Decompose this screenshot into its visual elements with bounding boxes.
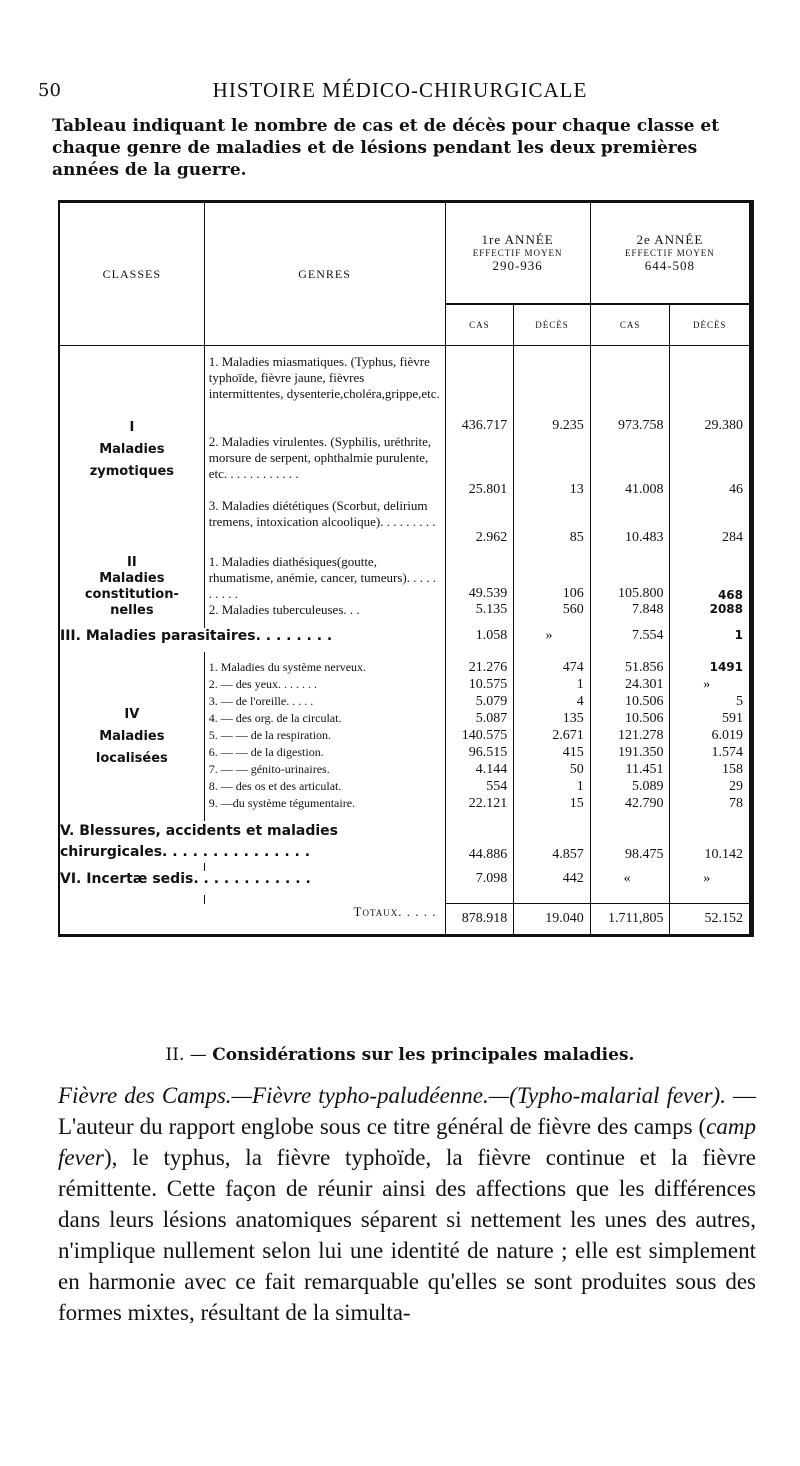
paragraph-text-b: ), le typhus, la fièvre typhoïde, la fièvre continue et la fièvre rémittente. Cette façon de réunir ainsi des affections que les différences dans leurs lésions anatomiques séparent si nettement les unes des autres, n'implique nullement selon lui une identité de nature ; elle est simplement en harmonie avec ce fait remarquable qu'elles se sont produites sous des formes mixtes, résultant de la simulta- <box>58 1145 756 1325</box>
genre-cell: 6. — — de la digestion. <box>204 745 445 762</box>
genre-cell: 7. — — génito-urinaires. <box>204 762 445 779</box>
cas-1: 44.886 <box>445 821 514 863</box>
genre-cell: 3. Maladies diététiques (Scorbut, delirium tremens, intoxication alcoolique). . . . . . . . . <box>204 498 445 546</box>
deces-2: 284 <box>670 498 752 546</box>
genre-cell: 4. — des org. de la circulat. <box>204 711 445 728</box>
class-label: V. Blessures, accidents et maladies chirurgicales. . . . . . . . . . . . . . . <box>60 823 338 860</box>
cas-2: 121.278 <box>590 728 670 745</box>
cas-2: 24.301 <box>590 677 670 694</box>
paragraph-text-a: — L'auteur du rapport englobe sous ce titre général de fièvre des camps ( <box>58 1083 756 1139</box>
header-cas-2: CAS <box>590 304 670 346</box>
deces-2: 1.574 <box>670 745 752 762</box>
total-deces-2: 52.152 <box>670 904 752 936</box>
genre-cell: 2. Maladies tuberculeuses. . . <box>204 602 445 620</box>
cas-1: 1.058 <box>445 628 514 652</box>
genre-cell: 2. — des yeux. . . . . . . <box>204 677 445 694</box>
year1-eff-label: EFFECTIF MOYEN <box>472 248 563 258</box>
class-label: VI. Incertæ sedis. . . . . . . . . . . . <box>60 871 311 887</box>
header-row-years <box>59 202 752 305</box>
deces-1: 4 <box>514 694 591 711</box>
table-row <box>59 660 752 677</box>
header-classes: CLASSES <box>102 266 162 281</box>
table-row <box>59 628 752 652</box>
year2-eff-label: EFFECTIF MOYEN <box>624 248 715 258</box>
cas-2: 5.089 <box>590 779 670 796</box>
genre-cell: 2. Maladies virulentes. (Syphilis, uréthrite, morsure de serpent, ophthalmie purulente, etc. . . . . . . . . . . . <box>204 434 445 498</box>
deces-2: 5 <box>670 694 752 711</box>
cas-1: 2.962 <box>445 498 514 546</box>
cas-2: 191.350 <box>590 745 670 762</box>
cas-1: 554 <box>445 779 514 796</box>
deces-2: 10.142 <box>670 821 752 863</box>
camp-fever-term: camp fever <box>58 1114 756 1170</box>
cas-2: 10.506 <box>590 711 670 728</box>
cas-2: 7.554 <box>590 628 670 652</box>
cas-1: 25.801 <box>445 434 514 498</box>
cas-1: 5.079 <box>445 694 514 711</box>
cas-1: 49.539 <box>445 554 514 602</box>
total-deces-1: 19.040 <box>514 904 591 936</box>
genre-cell: 1. Maladies diathésiques(goutte, rhumatisme, anémie, cancer, tumeurs). . . . . . . . . . <box>204 554 445 602</box>
deces-1: 442 <box>514 871 591 895</box>
year2-label: 2e ANNÉE <box>636 232 704 247</box>
header-genres: GENRES <box>204 202 445 346</box>
cas-2: « <box>590 871 670 895</box>
class-label: I Maladies zymotiques <box>89 420 175 479</box>
cas-1: 4.144 <box>445 762 514 779</box>
cas-1: 10.575 <box>445 677 514 694</box>
cas-1: 436.717 <box>445 354 514 434</box>
table-row <box>59 871 752 895</box>
cas-2: 42.790 <box>590 796 670 813</box>
totals-row <box>59 904 752 936</box>
deces-1: 1 <box>514 779 591 796</box>
deces-1: 15 <box>514 796 591 813</box>
deces-2: 158 <box>670 762 752 779</box>
deces-1: 106 <box>514 554 591 602</box>
deces-1: 415 <box>514 745 591 762</box>
class-label: III. Maladies parasitaires. . . . . . . . <box>60 628 333 644</box>
year1-eff: 290-936 <box>492 258 543 273</box>
deces-2: 2088 <box>670 602 752 620</box>
header-deces-1: DÉCÈS <box>514 304 591 346</box>
deces-2: 468 <box>670 554 752 602</box>
deces-1: 50 <box>514 762 591 779</box>
header-cas-1: CAS <box>445 304 514 346</box>
total-cas-1: 878.918 <box>445 904 514 936</box>
genre-cell: 9. —du système tégumentaire. <box>204 796 445 813</box>
class-label: IV Maladies localisées <box>95 706 168 766</box>
year1-label: 1re ANNÉE <box>481 232 554 247</box>
table-row <box>59 554 752 602</box>
cas-2: 98.475 <box>590 821 670 863</box>
table-caption: Tableau indiquant le nombre de cas et de décès pour chaque classe et chaque genre de maladies et de lésions pendant les deux premières années de la guerre. <box>52 116 720 180</box>
deces-2: 1 <box>670 628 752 652</box>
cas-1: 5.135 <box>445 602 514 620</box>
cas-2: 7.848 <box>590 602 670 620</box>
deces-2: 591 <box>670 711 752 728</box>
cas-2: 11.451 <box>590 762 670 779</box>
genre-cell: 5. — — de la respiration. <box>204 728 445 745</box>
deces-2: 1491 <box>670 660 752 677</box>
genre-cell: 3. — de l'oreille. . . . . <box>204 694 445 711</box>
section-heading <box>0 1045 800 1065</box>
section-number: II. — <box>165 1045 207 1065</box>
deces-2: » <box>670 871 752 895</box>
header-year1 <box>445 202 590 305</box>
genre-cell: 1. Maladies miasmatiques. (Typhus, fièvre typhoïde, fièvre jaune, fièvres intermittentes, dysenterie,choléra,grippe,etc. <box>204 354 445 434</box>
deces-1: 4.857 <box>514 821 591 863</box>
body-paragraph <box>58 1080 756 1328</box>
deces-2: 78 <box>670 796 752 813</box>
deces-1: 85 <box>514 498 591 546</box>
deces-2: 6.019 <box>670 728 752 745</box>
cas-2: 105.800 <box>590 554 670 602</box>
deces-2: 46 <box>670 434 752 498</box>
cas-1: 7.098 <box>445 871 514 895</box>
deces-1: 9.235 <box>514 354 591 434</box>
cas-2: 10.506 <box>590 694 670 711</box>
totals-label: Totaux. . . . . <box>353 903 437 919</box>
cas-1: 140.575 <box>445 728 514 745</box>
deces-1: 13 <box>514 434 591 498</box>
section-title: Considérations sur les principales maladies. <box>212 1045 635 1065</box>
page-number: 50 <box>38 80 61 101</box>
cas-2: 10.483 <box>590 498 670 546</box>
cas-1: 21.276 <box>445 660 514 677</box>
statistics-table <box>58 200 754 937</box>
cas-2: 973.758 <box>590 354 670 434</box>
table-row <box>59 354 752 434</box>
deces-1: 560 <box>514 602 591 620</box>
cas-1: 96.515 <box>445 745 514 762</box>
cas-2: 41.008 <box>590 434 670 498</box>
deces-2: 29 <box>670 779 752 796</box>
deces-1: 135 <box>514 711 591 728</box>
table-row <box>59 821 752 863</box>
total-cas-2: 1.711,805 <box>590 904 670 936</box>
genre-cell: 1. Maladies du système nerveux. <box>204 660 445 677</box>
class-label: II Maladies constitution- nelles <box>84 555 179 618</box>
header-deces-2: DÉCÈS <box>670 304 752 346</box>
header-year2 <box>590 202 751 305</box>
running-head: HISTOIRE MÉDICO-CHIRURGICALE <box>212 78 588 102</box>
paragraph-title: Fièvre des Camps.—Fièvre typho-paludéenne.—(Typho-malarial fever). <box>58 1083 726 1108</box>
deces-1: » <box>514 628 591 652</box>
deces-2: » <box>670 677 752 694</box>
deces-2: 29.380 <box>670 354 752 434</box>
cas-1: 22.121 <box>445 796 514 813</box>
cas-1: 5.087 <box>445 711 514 728</box>
year2-eff: 644-508 <box>644 258 696 273</box>
deces-1: 474 <box>514 660 591 677</box>
genre-cell: 8. — des os et des articulat. <box>204 779 445 796</box>
deces-1: 1 <box>514 677 591 694</box>
cas-2: 51.856 <box>590 660 670 677</box>
deces-1: 2.671 <box>514 728 591 745</box>
